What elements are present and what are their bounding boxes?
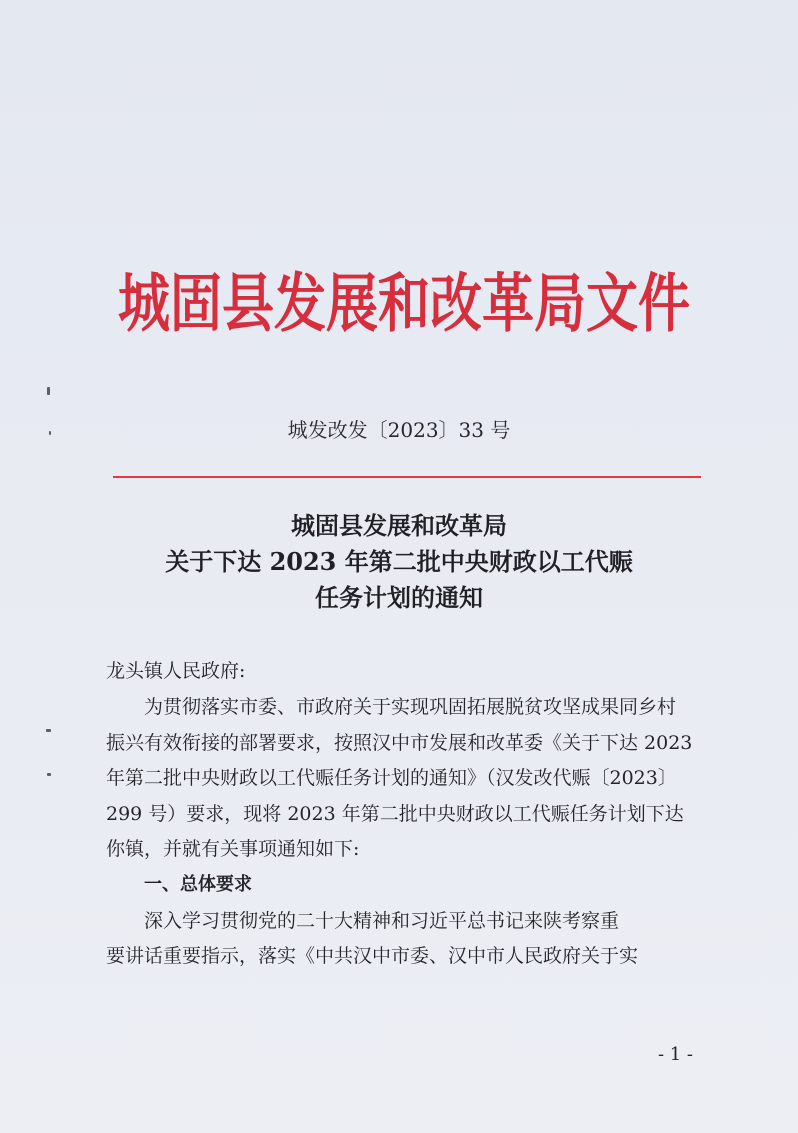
page-number: - 1 - [657,1044,693,1065]
red-header-divider [113,476,701,478]
binding-hole-mark [47,773,51,776]
body-paragraph-line: 振兴有效衔接的部署要求，按照汉中市发展和改革委《关于下达 2023 [106,732,693,754]
notice-title-line: 城固县发展和改革局 [291,511,507,540]
recipient-line: 龙头镇人民政府: [106,660,246,682]
document-number: 城发改发〔2023〕33 号 [287,418,511,442]
notice-title [0,508,798,616]
agency-document-title: 城固县发展和改革局文件 [118,268,691,342]
notice-title-line: 任务计划的通知 [315,583,483,612]
body-paragraph-line: 你镇，并就有关事项通知如下: [106,838,360,860]
notice-title-line: 关于下达 2023 年第二批中央财政以工代赈 [165,547,633,576]
body-paragraph-line: 深入学习贯彻党的二十大精神和习近平总书记来陕考察重 [144,910,620,932]
binding-hole-mark [46,729,51,732]
binding-hole-mark [47,387,50,395]
section-heading: 一、总体要求 [144,874,252,895]
body-paragraph-line: 为贯彻落实市委、市政府关于实现巩固拓展脱贫攻坚成果同乡村 [144,696,677,718]
body-paragraph-line: 要讲话重要指示，落实《中共汉中市委、汉中市人民政府关于实 [106,945,639,967]
body-paragraph-line: 299 号）要求，现将 2023 年第二批中央财政以工代赈任务计划下达 [106,803,684,825]
body-paragraph-line: 年第二批中央财政以工代赈任务计划的通知》（汉发改代赈〔2023〕 [106,767,677,789]
